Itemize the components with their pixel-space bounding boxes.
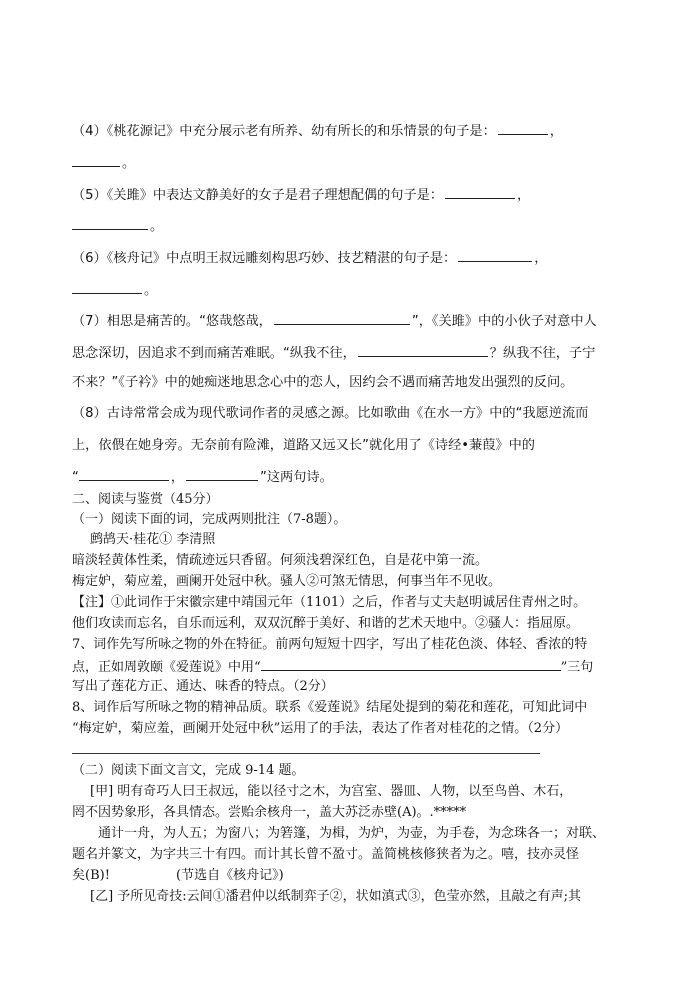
- q7-prompt-b-text: 点，正如周敦颐《爱莲说》中用“: [72, 660, 261, 675]
- passage-a-line-3: 通计一舟，为人五；为窗八；为箬篷，为楫，为炉，为壶，为手卷，为念珠各一；对联、: [98, 826, 606, 841]
- q7-prompt-b-end: ”三句: [560, 660, 594, 675]
- answer-blank[interactable]: [261, 657, 561, 671]
- q4-line2: [72, 153, 135, 173]
- q7-line3: 不来？”《子衿》中的她痴迷地思念心中的恋人，因约会不遇而痛苦地发出强烈的反问。: [72, 375, 574, 390]
- answer-blank[interactable]: [445, 185, 515, 199]
- passage-a-line-5: 矣(B)! (节选自《核舟记》): [72, 868, 284, 883]
- poem-line-2: 梅定妒，菊应羞，画阑开处冠中秋。骚人②可煞无情思，何事当年不见收。: [72, 574, 502, 589]
- q6-line2: [72, 280, 157, 300]
- q7-text-d: ？纵我不往，子宁: [489, 346, 596, 361]
- q8-quote-open: “: [72, 470, 79, 485]
- q7-prompt-b: [72, 657, 593, 677]
- q7-text-b: ”，《关雎》中的小伙子对意中人: [411, 314, 597, 329]
- q5-line1: [72, 185, 530, 205]
- q7-line1: [72, 311, 597, 331]
- passage-a-line-4: 题名并篆文，为字共三十有四。而计其长曾不盈寸。盖简桃核修狭者为之。嘻，技亦灵怪: [72, 847, 580, 862]
- q7-text-a: （7）相思是痛苦的。“悠哉悠哉，: [72, 314, 272, 329]
- answer-blank[interactable]: [186, 467, 258, 481]
- q8-quote-close: ”这两句诗。: [260, 470, 333, 485]
- q4-end: 。: [122, 156, 136, 171]
- answer-blank[interactable]: [72, 280, 142, 294]
- passage-b-line-1: [乙] 予所见奇技:云间①潘君仲以纸制弈子②，状如滇式③，色莹亦然，且敲之有声;其: [90, 889, 582, 904]
- answer-blank[interactable]: [72, 216, 148, 230]
- part1-intro: （一）阅读下面的词，完成两则批注（7-8题）。: [72, 512, 347, 527]
- q4-text: （4）《桃花源记》中充分展示老有所养、幼有所长的和乐情景的句子是：: [72, 124, 496, 139]
- q4-line1: [72, 121, 563, 141]
- q8-comma: ，: [170, 470, 185, 485]
- section-2-title: 二、阅读与鉴赏（45分）: [72, 492, 219, 507]
- passage-a-line-2: 罔不因势象形，各具情态。尝贻余核舟一，盖大苏泛赤壁(A)。.*****: [72, 805, 467, 820]
- poem-note-1: 【注】①此词作于宋徽宗建中靖国元年（1101）之后，作者与丈夫赵明诚居住青州之时。: [72, 595, 587, 610]
- q7-prompt-a: 7、词作先写所咏之物的外在特征。前两句短短十四字，写出了桂花色淡、体轻、香浓的特: [72, 637, 588, 652]
- q8-line3: [72, 467, 333, 487]
- q5-line2: [72, 216, 163, 236]
- q8-line2: 上，依偎在她身旁。无奈前有险滩，道路又远又长”就化用了《诗经•蒹葭》中的: [72, 438, 535, 453]
- poem-line-1: 暗淡轻黄体性柔，情疏迹远只香留。何须浅碧深红色，自是花中第一流。: [72, 553, 489, 568]
- q6-text: （6）《核舟记》中点明王叔远雕刻构思巧妙、技艺精湛的句子是：: [72, 251, 457, 266]
- q6-comma: ，: [534, 251, 548, 266]
- answer-blank[interactable]: [358, 343, 488, 357]
- q6-end: 。: [144, 283, 158, 298]
- q8-line1: （8）古诗常常会成为现代歌词作者的灵感之源。比如歌曲《在水一方》中的“我愿逆流而: [72, 406, 589, 421]
- answer-blank[interactable]: [72, 153, 120, 167]
- q7-line2: [72, 343, 595, 363]
- q7-text-c: 思念深切，因追求不到而痛苦难眠。“纵我不往，: [72, 346, 356, 361]
- answer-blank[interactable]: [79, 467, 169, 481]
- poem-note-2: 他们攻读而忘名，自乐而远利，双双沉醉于美好、和谐的艺术天地中。②骚人：指屈原。: [72, 616, 580, 631]
- q6-line1: [72, 248, 547, 268]
- q8-prompt-a: 8、词作后写所咏之物的精神品质。联系《爱莲说》结尾处提到的菊花和莲花，可知此词中: [72, 700, 588, 715]
- answer-blank[interactable]: [498, 121, 548, 135]
- part2-intro: （二）阅读下面文言文，完成 9-14 题。: [72, 763, 305, 778]
- passage-a-line-1: [甲] 明有奇巧人曰王叔远，能以径寸之木，为宫室、器皿、人物，以至鸟兽、木石，: [90, 784, 573, 799]
- q8-prompt-b: “梅定妒，菊应羞，画阑开处冠中秋”运用了的手法，表达了作者对桂花的之情。（2分）: [72, 721, 569, 736]
- answer-blank[interactable]: [274, 311, 410, 325]
- answer-blank[interactable]: [458, 248, 532, 262]
- q5-text: （5）《关雎》中表达文静美好的女子是君子理想配偶的句子是：: [72, 188, 444, 203]
- poem-title: 鹧鸪天·桂花① 李清照: [90, 532, 216, 547]
- q5-end: 。: [150, 219, 164, 234]
- q7-prompt-c: 写出了莲花方正、通达、味香的特点。（2分）: [72, 679, 334, 694]
- answer-line[interactable]: [72, 753, 540, 754]
- q4-comma: ，: [549, 124, 563, 139]
- q5-comma: ，: [517, 188, 531, 203]
